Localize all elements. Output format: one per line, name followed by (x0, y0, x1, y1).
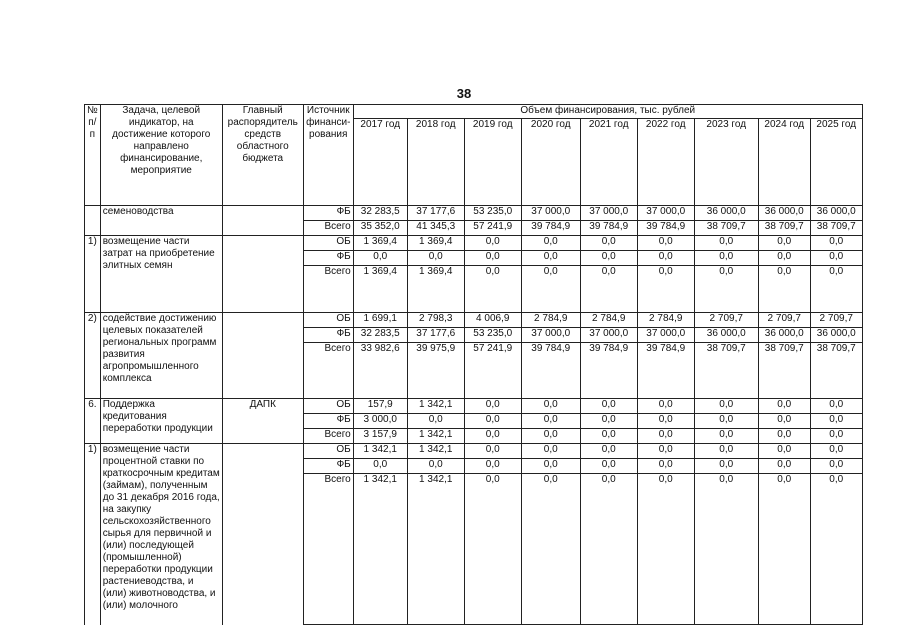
value-cell: 0,0 (464, 399, 521, 414)
value-cell: 0,0 (694, 459, 758, 474)
value-cell: 0,0 (464, 266, 521, 313)
value-cell: 37 177,6 (407, 328, 464, 343)
value-cell: 1 342,1 (353, 474, 407, 625)
value-cell: 0,0 (464, 236, 521, 251)
row-number: 6. (85, 399, 101, 444)
value-cell: 0,0 (694, 251, 758, 266)
header-year: 2020 год (521, 119, 580, 206)
value-cell: 0,0 (694, 429, 758, 444)
value-cell: 0,0 (580, 399, 637, 414)
value-cell: 0,0 (637, 236, 694, 251)
value-cell: 0,0 (810, 414, 862, 429)
value-cell: 0,0 (810, 474, 862, 625)
value-cell: 36 000,0 (758, 328, 810, 343)
value-cell: 0,0 (637, 444, 694, 459)
header-source: Источник финанси-рования (303, 105, 353, 206)
value-cell: 1 342,1 (407, 399, 464, 414)
value-cell: 1 342,1 (353, 444, 407, 459)
table-row (85, 236, 863, 251)
value-cell: 53 235,0 (464, 206, 521, 221)
value-cell: 0,0 (580, 444, 637, 459)
value-cell: 39 784,9 (580, 343, 637, 399)
value-cell: 2 709,7 (758, 313, 810, 328)
value-cell: 0,0 (758, 399, 810, 414)
value-cell: 38 709,7 (810, 343, 862, 399)
value-cell: 0,0 (810, 444, 862, 459)
value-cell: 0,0 (521, 429, 580, 444)
header-year: 2022 год (637, 119, 694, 206)
value-cell: 0,0 (353, 459, 407, 474)
value-cell: 0,0 (810, 236, 862, 251)
task-description: Поддержка кредитования переработки продукции (100, 399, 222, 444)
value-cell: 0,0 (810, 429, 862, 444)
value-cell: 38 709,7 (694, 343, 758, 399)
value-cell: 0,0 (758, 266, 810, 313)
value-cell: 37 177,6 (407, 206, 464, 221)
value-cell: 57 241,9 (464, 221, 521, 236)
value-cell: 0,0 (758, 474, 810, 625)
value-cell: 0,0 (464, 414, 521, 429)
value-cell: 0,0 (521, 266, 580, 313)
value-cell: 0,0 (464, 459, 521, 474)
value-cell: 0,0 (637, 266, 694, 313)
header-year: 2019 год (464, 119, 521, 206)
value-cell: 36 000,0 (694, 328, 758, 343)
value-cell: 0,0 (407, 414, 464, 429)
value-cell: 0,0 (521, 444, 580, 459)
value-cell: 37 000,0 (637, 328, 694, 343)
responsible-org (222, 444, 303, 625)
value-cell: 37 000,0 (580, 328, 637, 343)
value-cell: 0,0 (580, 251, 637, 266)
value-cell: 38 709,7 (758, 221, 810, 236)
value-cell: 0,0 (580, 459, 637, 474)
value-cell: 1 369,4 (353, 236, 407, 251)
value-cell: 0,0 (464, 429, 521, 444)
value-cell: 3 000,0 (353, 414, 407, 429)
value-cell: 37 000,0 (637, 206, 694, 221)
value-cell: 39 784,9 (521, 221, 580, 236)
value-cell: 41 345,3 (407, 221, 464, 236)
value-cell: 0,0 (694, 399, 758, 414)
source-cell: ОБ (303, 236, 353, 251)
value-cell: 0,0 (810, 251, 862, 266)
value-cell: 1 342,1 (407, 444, 464, 459)
value-cell: 0,0 (580, 266, 637, 313)
value-cell: 0,0 (694, 266, 758, 313)
value-cell: 36 000,0 (694, 206, 758, 221)
task-description: содействие достижению целевых показателей региональных программ развития агропромышленного комплекса (100, 313, 222, 399)
value-cell: 0,0 (694, 236, 758, 251)
value-cell: 0,0 (694, 414, 758, 429)
value-cell: 32 283,5 (353, 328, 407, 343)
value-cell: 0,0 (521, 251, 580, 266)
source-cell: ФБ (303, 251, 353, 266)
value-cell: 0,0 (521, 474, 580, 625)
value-cell: 39 784,9 (637, 221, 694, 236)
value-cell: 0,0 (353, 251, 407, 266)
value-cell: 0,0 (580, 236, 637, 251)
value-cell: 39 975,9 (407, 343, 464, 399)
value-cell: 0,0 (637, 474, 694, 625)
financing-table (84, 104, 863, 625)
header-year: 2018 год (407, 119, 464, 206)
task-description: семеноводства (100, 206, 222, 236)
value-cell: 0,0 (407, 251, 464, 266)
source-cell: ФБ (303, 414, 353, 429)
value-cell: 2 709,7 (810, 313, 862, 328)
value-cell: 0,0 (464, 474, 521, 625)
value-cell: 2 798,3 (407, 313, 464, 328)
value-cell: 0,0 (580, 474, 637, 625)
responsible-org (222, 236, 303, 313)
value-cell: 1 342,1 (407, 474, 464, 625)
value-cell: 38 709,7 (810, 221, 862, 236)
value-cell: 0,0 (521, 236, 580, 251)
value-cell: 37 000,0 (521, 206, 580, 221)
header-org: Главный распорядитель средств областного бюджета (222, 105, 303, 206)
source-cell: Всего (303, 474, 353, 625)
header-year: 2021 год (580, 119, 637, 206)
value-cell: 0,0 (637, 251, 694, 266)
row-number: 1) (85, 444, 101, 625)
table-body (85, 206, 863, 625)
source-cell: ФБ (303, 459, 353, 474)
responsible-org (222, 313, 303, 399)
value-cell: 0,0 (580, 429, 637, 444)
value-cell: 36 000,0 (758, 206, 810, 221)
value-cell: 0,0 (758, 429, 810, 444)
value-cell: 0,0 (521, 459, 580, 474)
value-cell: 57 241,9 (464, 343, 521, 399)
value-cell: 0,0 (694, 474, 758, 625)
source-cell: ФБ (303, 206, 353, 221)
row-number: 1) (85, 236, 101, 313)
value-cell: 0,0 (637, 429, 694, 444)
source-cell: ОБ (303, 444, 353, 459)
value-cell: 39 784,9 (637, 343, 694, 399)
value-cell: 1 699,1 (353, 313, 407, 328)
value-cell: 38 709,7 (694, 221, 758, 236)
value-cell: 1 369,4 (407, 236, 464, 251)
value-cell: 0,0 (521, 414, 580, 429)
value-cell: 3 157,9 (353, 429, 407, 444)
value-cell: 39 784,9 (580, 221, 637, 236)
value-cell: 32 283,5 (353, 206, 407, 221)
header-volume: Объем финансирования, тыс. рублей (353, 105, 862, 119)
page-number: 38 (456, 86, 472, 101)
header-year: 2024 год (758, 119, 810, 206)
header-year: 2023 год (694, 119, 758, 206)
value-cell: 0,0 (758, 414, 810, 429)
value-cell: 0,0 (637, 414, 694, 429)
value-cell: 0,0 (758, 236, 810, 251)
table-row (85, 444, 863, 459)
value-cell: 2 709,7 (694, 313, 758, 328)
row-number (85, 206, 101, 236)
source-cell: Всего (303, 221, 353, 236)
task-description: возмещение части затрат на приобретение элитных семян (100, 236, 222, 313)
value-cell: 2 784,9 (521, 313, 580, 328)
source-cell: ОБ (303, 399, 353, 414)
table-row (85, 206, 863, 221)
value-cell: 37 000,0 (521, 328, 580, 343)
value-cell: 0,0 (758, 459, 810, 474)
header-num: № п/п (85, 105, 101, 206)
value-cell: 36 000,0 (810, 206, 862, 221)
source-cell: Всего (303, 429, 353, 444)
value-cell: 33 982,6 (353, 343, 407, 399)
value-cell: 35 352,0 (353, 221, 407, 236)
value-cell: 0,0 (637, 399, 694, 414)
value-cell: 1 342,1 (407, 429, 464, 444)
value-cell: 36 000,0 (810, 328, 862, 343)
header-year: 2025 год (810, 119, 862, 206)
table-row (85, 399, 863, 414)
value-cell: 1 369,4 (407, 266, 464, 313)
source-cell: ФБ (303, 328, 353, 343)
responsible-org (222, 206, 303, 236)
value-cell: 0,0 (810, 266, 862, 313)
table-row (85, 313, 863, 328)
value-cell: 0,0 (637, 459, 694, 474)
value-cell: 1 369,4 (353, 266, 407, 313)
value-cell: 4 006,9 (464, 313, 521, 328)
value-cell: 53 235,0 (464, 328, 521, 343)
value-cell: 37 000,0 (580, 206, 637, 221)
value-cell: 0,0 (810, 399, 862, 414)
responsible-org: ДАПК (222, 399, 303, 444)
value-cell: 2 784,9 (637, 313, 694, 328)
source-cell: Всего (303, 266, 353, 313)
task-description: возмещение части процентной ставки по краткосрочным кредитам (займам), полученным до 31 декабря 2016 года, на закупку сельскохозяйственного сырья для первичной и (или) последующей (промышленной) переработки продукции растениеводства, и (или) животноводства, и (или) молочного (100, 444, 222, 625)
value-cell: 0,0 (464, 444, 521, 459)
value-cell: 0,0 (464, 251, 521, 266)
header-year: 2017 год (353, 119, 407, 206)
value-cell: 38 709,7 (758, 343, 810, 399)
source-cell: ОБ (303, 313, 353, 328)
row-number: 2) (85, 313, 101, 399)
value-cell: 39 784,9 (521, 343, 580, 399)
value-cell: 157,9 (353, 399, 407, 414)
value-cell: 0,0 (758, 251, 810, 266)
value-cell: 0,0 (810, 459, 862, 474)
value-cell: 0,0 (758, 444, 810, 459)
value-cell: 0,0 (580, 414, 637, 429)
value-cell: 0,0 (694, 444, 758, 459)
header-task: Задача, целевой индикатор, на достижение которого направлено финансирование, мероприятие (100, 105, 222, 206)
source-cell: Всего (303, 343, 353, 399)
value-cell: 0,0 (521, 399, 580, 414)
value-cell: 2 784,9 (580, 313, 637, 328)
value-cell: 0,0 (407, 459, 464, 474)
